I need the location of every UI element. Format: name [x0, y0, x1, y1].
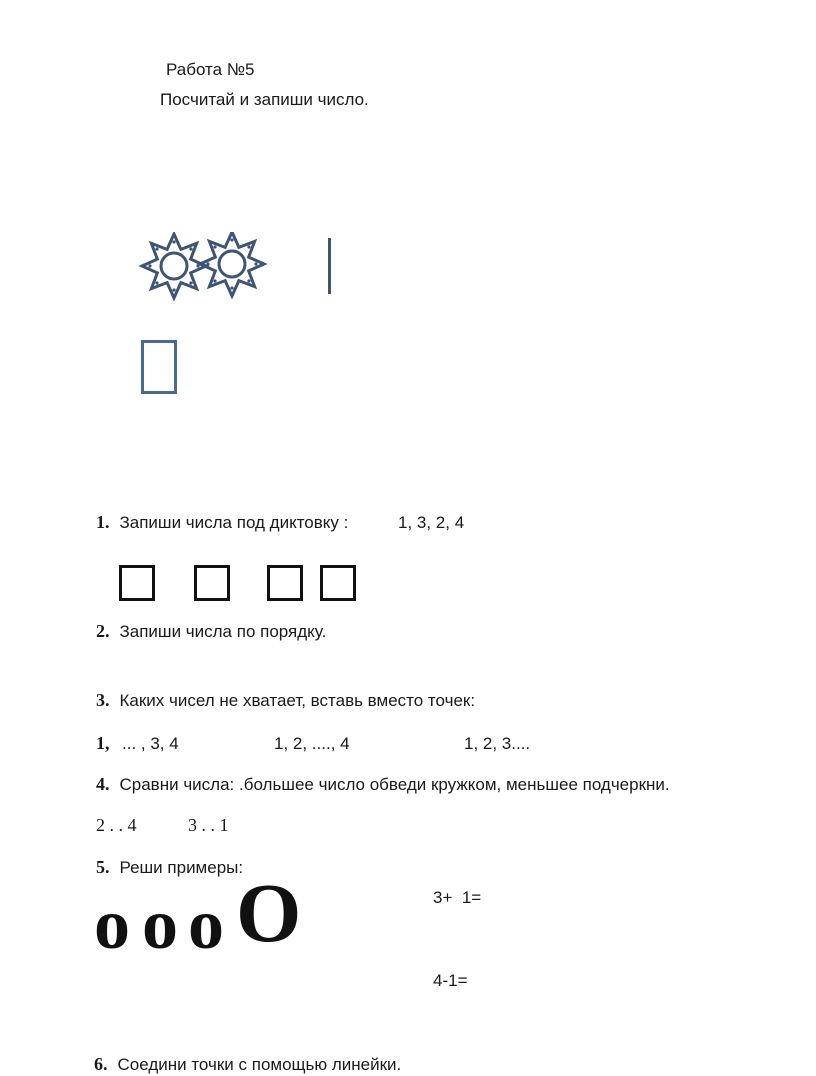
sun-ray-dot — [230, 238, 233, 241]
example-2: 4-1= — [433, 971, 468, 990]
task-2 — [96, 621, 326, 642]
task-text: Запиши числа по порядку. — [119, 622, 327, 641]
worksheet-title: Работа №5 — [166, 60, 255, 79]
sun-disc — [161, 253, 187, 279]
task-number: 1. — [96, 512, 110, 532]
sequence-c: 1, 2, 3.... — [464, 734, 531, 753]
sun-ray-dot — [189, 247, 192, 250]
task-text: Сравни числа: .большее число обведи кружком, меньшее подчеркни. — [119, 775, 670, 794]
circle-small: o — [188, 884, 224, 964]
answer-box[interactable] — [194, 565, 230, 601]
task-number: 4. — [96, 774, 110, 794]
sun-ray-dot — [148, 264, 151, 267]
dictation-numbers: 1, 3, 2, 4 — [398, 513, 465, 532]
task-text: Соедини точки с помощью линейки. — [117, 1055, 402, 1074]
circle-small: o — [94, 884, 130, 964]
sun-ray-dot — [213, 245, 216, 248]
worksheet-instruction: Посчитай и запиши число. — [160, 90, 369, 109]
sun-ray-dot — [172, 288, 175, 291]
sun-disc — [219, 251, 245, 277]
task-text: Каких чисел не хватает, вставь вместо точек: — [119, 691, 476, 710]
sequence-b: 1, 2, ...., 4 — [274, 734, 350, 753]
sequence-a: ... , 3, 4 — [122, 734, 179, 753]
sequence-prefix: 1, — [96, 733, 110, 753]
answer-box[interactable] — [119, 565, 155, 601]
sun-ray-dot — [155, 247, 158, 250]
sun-ray-dot — [155, 281, 158, 284]
task-number: 6. — [94, 1054, 108, 1074]
task-text: Реши примеры: — [119, 858, 244, 877]
task-6 — [94, 1054, 401, 1075]
answer-box[interactable] — [267, 565, 303, 601]
sun-ray-dot — [206, 262, 209, 265]
suns-picture — [136, 232, 276, 302]
sun-ray-dot — [247, 279, 250, 282]
task-4 — [96, 774, 670, 795]
compare-a: 2 . . 4 — [96, 815, 137, 835]
task-number: 3. — [96, 690, 110, 710]
task-text: Запиши числа под диктовку : — [119, 513, 349, 532]
counting-stick — [328, 238, 331, 294]
sun-ray-dot — [213, 279, 216, 282]
sun-ray-dot — [254, 262, 257, 265]
sun-ray-dot — [172, 240, 175, 243]
sun-icon — [142, 234, 206, 298]
task-3 — [96, 690, 475, 711]
task-5 — [96, 857, 243, 878]
sun-ray-dot — [247, 245, 250, 248]
compare-b: 3 . . 1 — [188, 815, 229, 835]
sun-icon — [200, 232, 264, 296]
circle-big: O — [236, 867, 302, 960]
sun-ray-dot — [230, 286, 233, 289]
answer-box[interactable] — [320, 565, 356, 601]
sun-ray-dot — [189, 281, 192, 284]
sequence-row — [96, 733, 120, 754]
task-number: 5. — [96, 857, 110, 877]
example-1: 3+ 1= — [433, 888, 482, 907]
task-1 — [96, 512, 348, 533]
task-number: 2. — [96, 621, 110, 641]
picture-answer-box[interactable] — [141, 340, 177, 394]
circle-small: o — [142, 884, 178, 964]
